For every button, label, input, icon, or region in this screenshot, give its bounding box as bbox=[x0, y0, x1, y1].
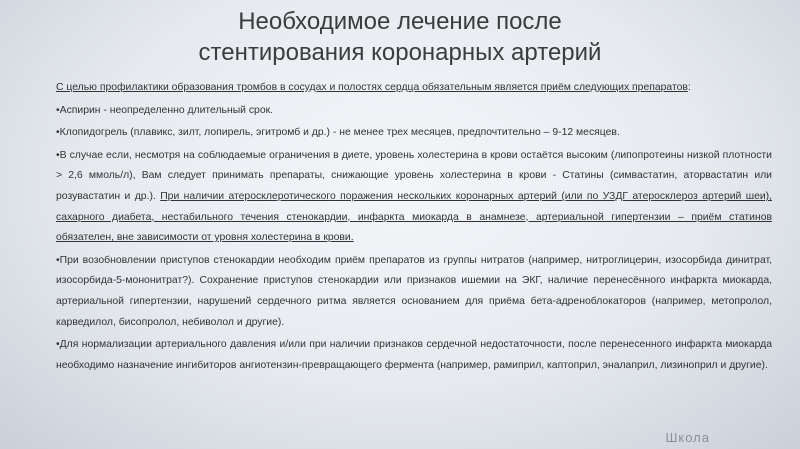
statins-text: •В случае если, несмотря на соблюдаемые ограничения в диете, уровень холестерина в крови остаётся высоким (липопротеины низкой плотности > 2,6 ммоль/л), Вам следует принимать препараты, снижающие уровень холестерина в крови - Статины (симвастатин, аторвастатин или розувастатин и др.). bbox=[56, 149, 772, 202]
list-item-aspirin: •Аспирин - неопределенно длительный срок. bbox=[56, 104, 274, 116]
intro-colon: : bbox=[687, 82, 691, 93]
list-item-statins bbox=[56, 146, 772, 249]
intro-text: С целью профилактики образования тромбов в сосудах и полостях сердца обязательным является приём следующих препаратов bbox=[56, 82, 688, 93]
slide-body bbox=[56, 78, 772, 378]
footer-label: Школа bbox=[665, 430, 710, 445]
list-item-nitrates: •При возобновлении приступов стенокардии необходим приём препаратов из группы нитратов (например, нитроглицерин, изосорбида динитрат, изосорбида-5-мононитрат?). Сохранение приступов стенокардии или признаков ишемии на ЭКГ, наличие перенесённого инфаркта миокарда, артериальной гипертензии, нарушений сердечного ритма является основанием для приёма бета-адреноблокаторов (например, метопролол, карведилол, бисопролол, небиволол и другие). bbox=[56, 254, 772, 328]
list-item-clopidogrel: •Клопидогрель (плавикс, зилт, лопирель, эгитромб и др.) - не менее трех месяцев, предпочтительно – 9-12 месяцев. bbox=[56, 127, 620, 139]
statins-underlined-text: При наличии атеросклеротического поражения нескольких коронарных артерий (или по УЗДГ атеросклероз артерий шеи), сахарного диабета, нестабильного течения стенокардии, инфаркта миокарда в анамнезе, артериальной гипертензии – приём статинов обязателен, вне зависимости от уровня холестерина в крови. bbox=[56, 190, 772, 244]
list-item-ace-inhibitors: •Для нормализации артериального давления и/или при наличии признаков сердечной недостаточности, после перенесенного инфаркта миокарда необходимо назначение ингибиторов ангиотензин-превращающего фермента (например, рамиприл, каптоприл, эналаприл, лизиноприл и другие). bbox=[56, 339, 772, 371]
slide-title bbox=[0, 6, 800, 68]
title-line-1: Необходимое лечение после bbox=[238, 8, 562, 35]
title-line-2: стентирования коронарных артерий bbox=[198, 39, 602, 66]
intro-paragraph bbox=[56, 78, 772, 99]
